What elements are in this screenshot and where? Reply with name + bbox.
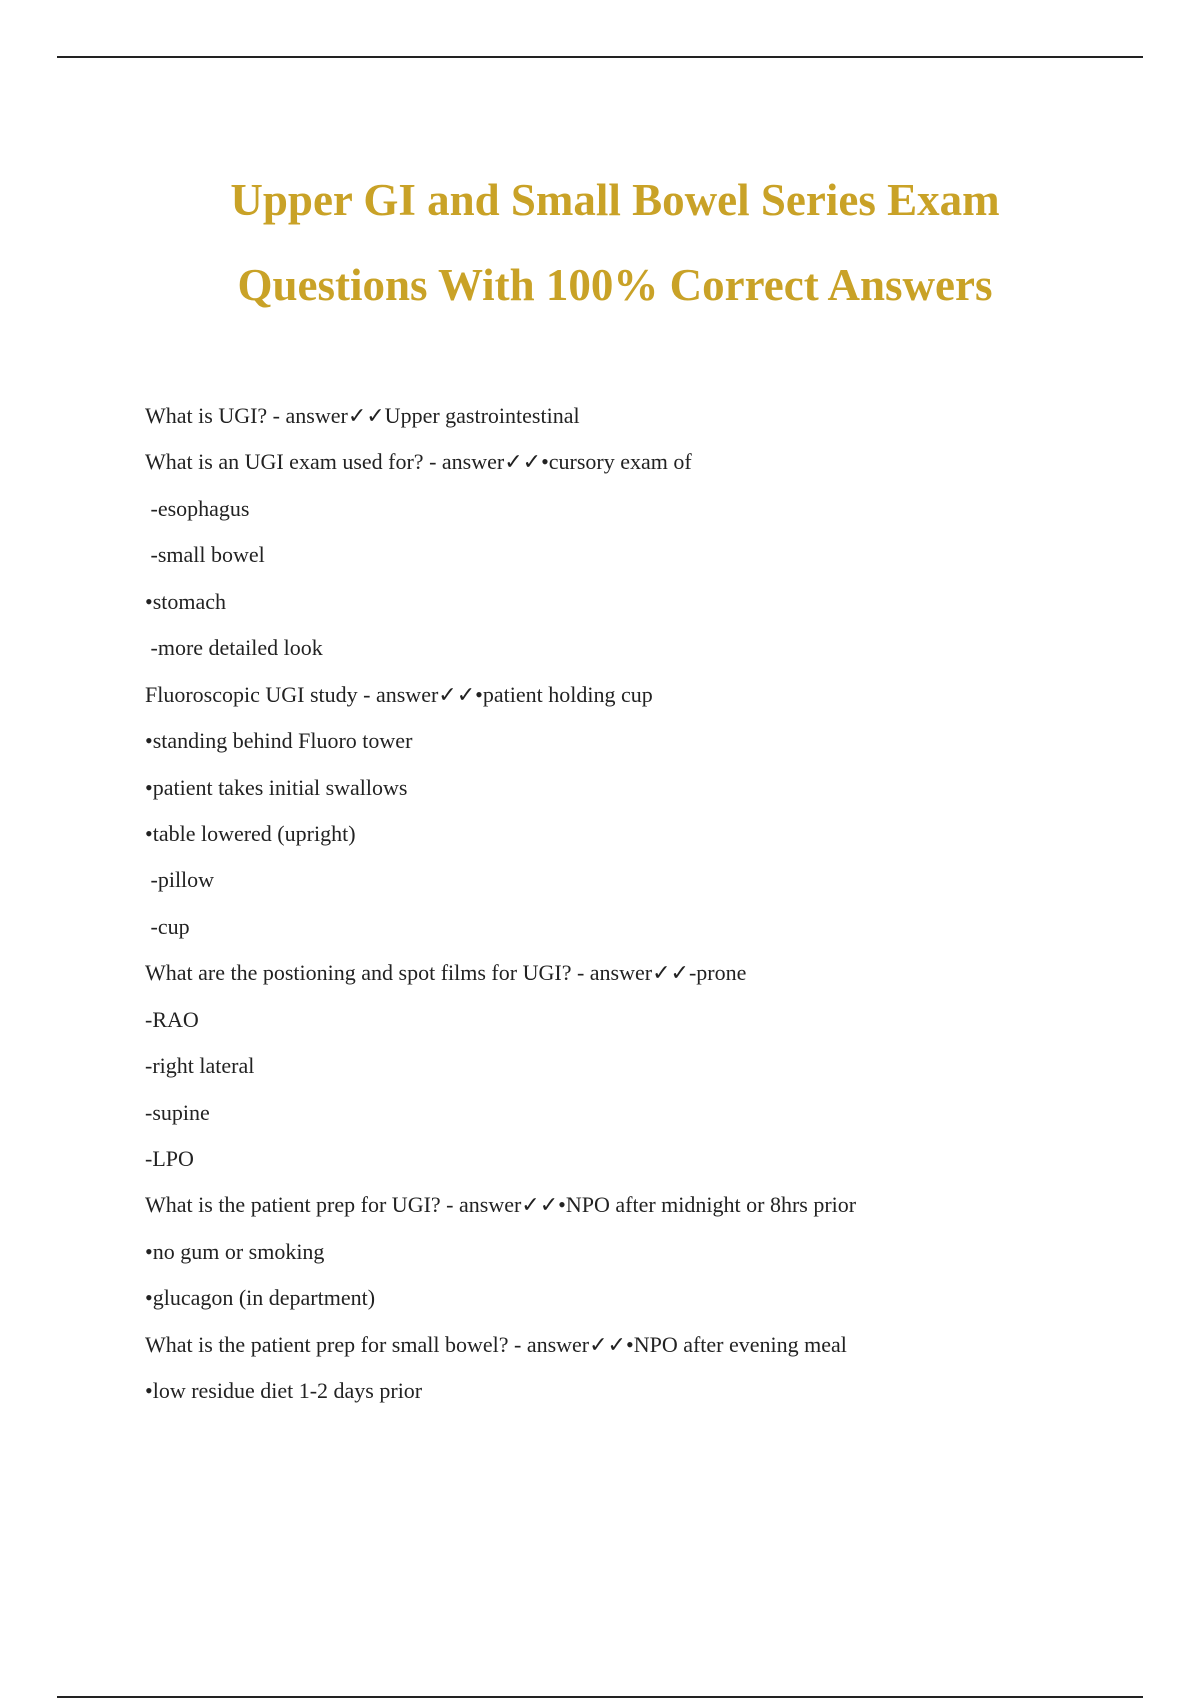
text-line: •patient takes initial swallows [145, 774, 408, 800]
text-line: •table lowered (upright) [145, 820, 356, 846]
text-line: -supine [145, 1099, 210, 1125]
text-line: What is UGI? - answer✓✓Upper gastrointestinal [145, 403, 580, 428]
text-line: -right lateral [145, 1053, 255, 1079]
text-line: •low residue diet 1-2 days prior [145, 1378, 423, 1404]
text-line: Fluoroscopic UGI study - answer✓✓•patient holding cup [145, 681, 653, 707]
text-line: -small bowel [145, 542, 265, 568]
text-line: •stomach [145, 588, 227, 614]
text-line: What is an UGI exam used for? - answer✓✓•cursory exam of [145, 449, 692, 475]
text-line: •no gum or smoking [145, 1238, 325, 1264]
text-line: -RAO [145, 1006, 199, 1032]
text-line: •glucagon (in department) [145, 1285, 376, 1311]
text-line: -esophagus [145, 495, 250, 521]
title-line-1: Upper GI and Small Bowel Series Exam [230, 175, 1000, 225]
text-line: What is the patient prep for UGI? - answer✓✓•NPO after midnight or 8hrs prior [145, 1192, 857, 1218]
text-line: What is the patient prep for small bowel? - answer✓✓•NPO after evening meal [145, 1331, 847, 1357]
text-line: -LPO [145, 1146, 194, 1171]
bottom-rule [57, 1696, 1143, 1698]
document-body [145, 404, 1145, 1426]
document-title [0, 158, 1200, 328]
text-line: -cup [145, 913, 190, 939]
text-line: What are the postioning and spot films for UGI? - answer✓✓-prone [145, 960, 747, 986]
text-line: •standing behind Fluoro tower [145, 728, 413, 754]
text-line: -more detailed look [145, 635, 323, 661]
title-line-2: Questions With 100% Correct Answers [237, 260, 993, 310]
top-rule [57, 56, 1143, 58]
text-line: -pillow [145, 867, 215, 893]
